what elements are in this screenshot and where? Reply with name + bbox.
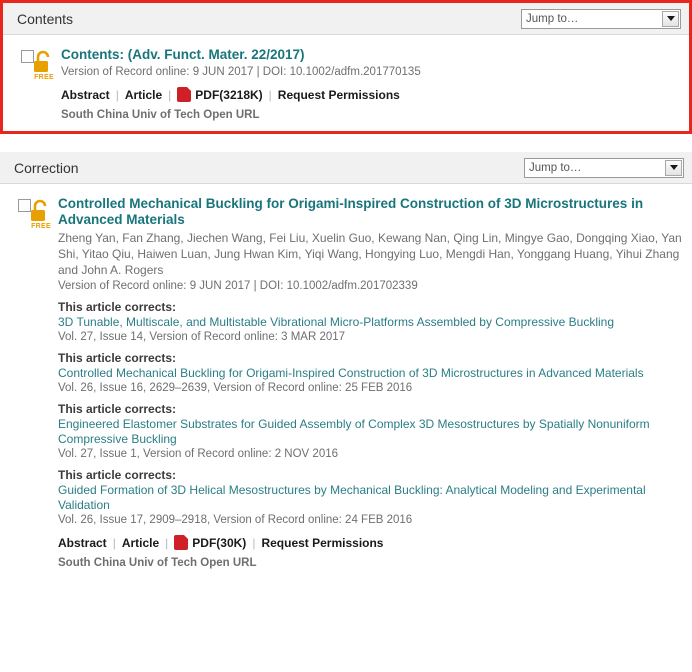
open-access-lock-icon: [29, 50, 59, 81]
abstract-link[interactable]: Abstract: [61, 87, 110, 102]
article-link[interactable]: Article: [121, 535, 160, 550]
pdf-label: PDF(30K): [192, 535, 247, 550]
free-badge: FREE: [34, 74, 54, 81]
corrected-article-meta: Vol. 26, Issue 16, 2629–2639, Version of Record online: 25 FEB 2016: [58, 382, 413, 394]
section-gap: [0, 134, 692, 152]
corrects-label: This article corrects:: [58, 300, 177, 314]
abstract-link[interactable]: Abstract: [58, 535, 107, 550]
pdf-icon: [177, 87, 191, 102]
article-body: [61, 47, 679, 121]
article-gutter: [10, 196, 58, 569]
corrected-article-link[interactable]: Engineered Elastomer Substrates for Guided Assembly of Complex 3D Mesostructures by Spatially Nonuniform Compressive Buckling: [58, 417, 650, 446]
corrected-article-meta: Vol. 27, Issue 1, Version of Record online: 2 NOV 2016: [58, 448, 339, 460]
corrects-label: This article corrects:: [58, 468, 177, 482]
corrects-label: This article corrects:: [58, 402, 177, 416]
pdf-link[interactable]: [177, 87, 262, 102]
jump-to-label: Jump to…: [526, 12, 579, 25]
pdf-icon: [174, 535, 188, 550]
link-separator: |: [115, 87, 119, 102]
corrected-article-link[interactable]: Controlled Mechanical Buckling for Origami-Inspired Construction of 3D Microstructures in Advanced Materials: [58, 366, 644, 380]
article-gutter: [13, 47, 61, 121]
link-separator: |: [268, 87, 272, 102]
jump-to-select-correction[interactable]: [524, 158, 684, 178]
jump-to-label: Jump to…: [529, 161, 582, 174]
section-title: Correction: [14, 159, 79, 176]
section-contents: [0, 0, 692, 134]
free-badge: FREE: [31, 223, 51, 230]
article-link[interactable]: Article: [124, 87, 163, 102]
chevron-down-icon[interactable]: [665, 160, 682, 176]
article-links: [58, 535, 682, 550]
corrected-article-link[interactable]: 3D Tunable, Multiscale, and Multistable Vibrational Micro-Platforms Assembled by Compressive Buckling: [58, 315, 615, 329]
pdf-label: PDF(3218K): [195, 87, 263, 102]
pdf-link[interactable]: [174, 535, 246, 550]
article-row: [3, 35, 689, 131]
article-authors: Zheng Yan, Fan Zhang, Jiechen Wang, Fei Liu, Xuelin Guo, Kewang Nan, Qing Lin, Mingye Gao, Dongqing Xiao, Yan Shi, Yitao Qiu, Haiwen Luan, Jung Hwan Kim, Yiqi Wang, Hongying Luo, Mengdi Han, Yonggang Huang, Yihui Zhang and John A. Rogers: [58, 231, 682, 277]
section-title: Contents: [17, 10, 74, 27]
corrected-article-meta: Vol. 26, Issue 17, 2909–2918, Version of Record online: 24 FEB 2016: [58, 514, 413, 526]
article-meta: Version of Record online: 9 JUN 2017 | DOI: 10.1002/adfm.201702339: [58, 280, 418, 292]
request-permissions-link[interactable]: Request Permissions: [277, 87, 400, 102]
open-url-link[interactable]: South China Univ of Tech Open URL: [61, 109, 260, 121]
article-row: [0, 184, 692, 579]
corrected-article-link[interactable]: Guided Formation of 3D Helical Mesostructures by Mechanical Buckling: Analytical Modeling and Experimental Validation: [58, 483, 646, 512]
open-access-lock-icon: [26, 199, 56, 230]
link-separator: |: [112, 535, 116, 550]
article-meta: Version of Record online: 9 JUN 2017 | DOI: 10.1002/adfm.201770135: [61, 66, 421, 78]
jump-to-select-contents[interactable]: [521, 9, 681, 29]
link-separator: |: [165, 535, 169, 550]
section-correction: [0, 152, 692, 579]
link-separator: |: [168, 87, 172, 102]
section-header-correction: [0, 152, 692, 184]
article-body: [58, 196, 682, 569]
section-header-contents: [3, 3, 689, 35]
link-separator: |: [252, 535, 256, 550]
article-title-link[interactable]: Controlled Mechanical Buckling for Origami-Inspired Construction of 3D Microstructures in Advanced Materials: [58, 196, 644, 227]
request-permissions-link[interactable]: Request Permissions: [261, 535, 384, 550]
article-links: [61, 87, 679, 102]
open-url-link[interactable]: South China Univ of Tech Open URL: [58, 557, 257, 569]
corrects-label: This article corrects:: [58, 351, 177, 365]
chevron-down-icon[interactable]: [662, 11, 679, 27]
corrected-article-meta: Vol. 27, Issue 14, Version of Record online: 3 MAR 2017: [58, 331, 346, 343]
article-title-link[interactable]: Contents: (Adv. Funct. Mater. 22/2017): [61, 47, 305, 62]
